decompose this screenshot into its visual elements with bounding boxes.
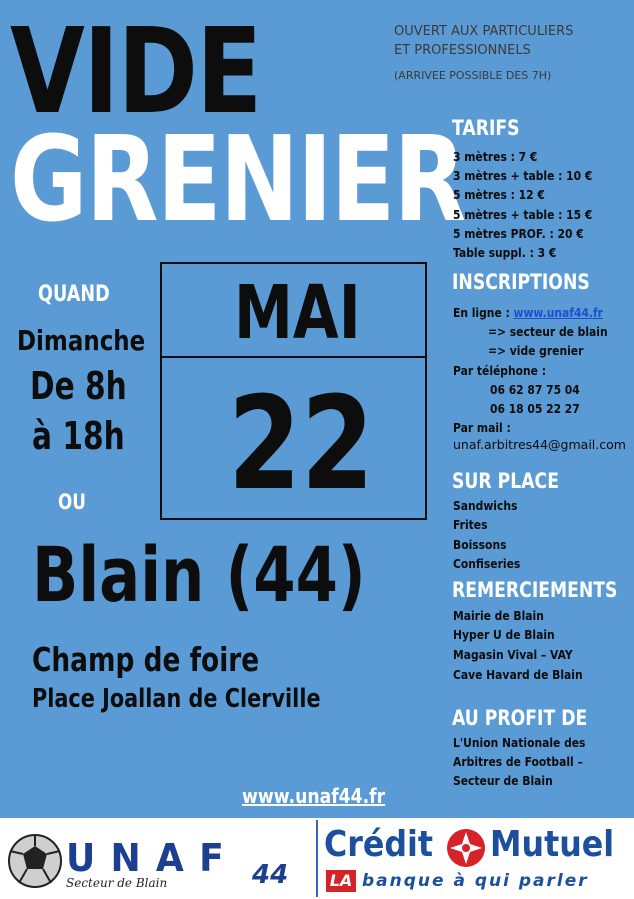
tarif-item: 3 mètres + table : 10 € bbox=[453, 168, 593, 183]
mail-address: unaf.arbitres44@gmail.com bbox=[453, 437, 626, 452]
when-label: QUAND bbox=[38, 282, 110, 307]
online-link[interactable]: www.unaf44.fr bbox=[513, 305, 603, 320]
thanks-item: Magasin Vival – VAY bbox=[453, 647, 573, 662]
cm-cross-icon bbox=[446, 828, 486, 868]
online-registration bbox=[453, 305, 603, 320]
date-day: 22 bbox=[228, 370, 375, 519]
place-venue: Champ de foire bbox=[32, 640, 260, 679]
unaf-logo bbox=[4, 824, 310, 896]
month-box bbox=[160, 262, 427, 358]
cm-slogan: banque à qui parler bbox=[362, 871, 589, 891]
unaf-subtitle: Secteur de Blain bbox=[66, 876, 168, 890]
sur-place-item: Frites bbox=[453, 517, 488, 532]
online-step2: => vide grenier bbox=[488, 343, 584, 358]
cm-name-part2: Mutuel bbox=[490, 824, 615, 865]
cm-name-part1: Crédit bbox=[324, 824, 434, 865]
when-from: De 8h bbox=[30, 364, 127, 408]
tarif-item: 5 mètres + table : 15 € bbox=[453, 207, 593, 222]
profit-line: Secteur de Blain bbox=[453, 773, 553, 788]
place-city: Blain (44) bbox=[32, 530, 366, 619]
website-link[interactable]: www.unaf44.fr bbox=[242, 784, 386, 808]
arrival-note: (ARRIVEE POSSIBLE DES 7H) bbox=[394, 69, 552, 82]
when-to: à 18h bbox=[32, 414, 125, 458]
tarif-item: 5 mètres : 12 € bbox=[453, 187, 545, 202]
profit-line: Arbitres de Football – bbox=[453, 754, 583, 769]
unaf-letters: UNAF bbox=[66, 836, 239, 880]
tarif-item: Table suppl. : 3 € bbox=[453, 245, 557, 260]
online-step1: => secteur de blain bbox=[488, 324, 608, 339]
open-to-line1: OUVERT AUX PARTICULIERS bbox=[394, 24, 574, 39]
open-to-line2: ET PROFESSIONNELS bbox=[394, 43, 531, 58]
where-label: OU bbox=[58, 490, 86, 514]
title-grenier: GRENIER bbox=[10, 110, 465, 248]
tarifs-title: TARIFS bbox=[452, 116, 520, 140]
online-label: En ligne : bbox=[453, 305, 514, 320]
sur-place-item: Boissons bbox=[453, 537, 507, 552]
sponsor-footer bbox=[0, 818, 634, 899]
inscriptions-title: INSCRIPTIONS bbox=[452, 270, 590, 294]
cm-la-badge: LA bbox=[326, 870, 356, 892]
thanks-item: Cave Havard de Blain bbox=[453, 667, 583, 682]
tarif-item: 3 mètres : 7 € bbox=[453, 149, 538, 164]
mail-label: Par mail : bbox=[453, 420, 511, 435]
football-icon bbox=[6, 832, 64, 890]
credit-mutuel-logo bbox=[322, 820, 630, 898]
sur-place-item: Confiseries bbox=[453, 556, 521, 571]
footer-divider bbox=[316, 820, 318, 897]
remerciements-title: REMERCIEMENTS bbox=[452, 578, 618, 602]
thanks-item: Mairie de Blain bbox=[453, 608, 544, 623]
phone-number-2: 06 18 05 22 27 bbox=[490, 401, 580, 416]
date-month: MAI bbox=[234, 270, 361, 356]
profit-line: L'Union Nationale des bbox=[453, 735, 586, 750]
day-box bbox=[160, 356, 427, 520]
sur-place-item: Sandwichs bbox=[453, 498, 518, 513]
phone-number-1: 06 62 87 75 04 bbox=[490, 382, 580, 397]
when-day: Dimanche bbox=[17, 324, 146, 357]
place-address: Place Joallan de Clerville bbox=[32, 684, 321, 714]
phone-label: Par téléphone : bbox=[453, 363, 547, 378]
unaf-number: 44 bbox=[252, 860, 289, 890]
sur-place-title: SUR PLACE bbox=[452, 469, 559, 493]
title-vide: VIDE bbox=[10, 2, 261, 140]
tarif-item: 5 mètres PROF. : 20 € bbox=[453, 226, 584, 241]
thanks-item: Hyper U de Blain bbox=[453, 627, 555, 642]
profit-title: AU PROFIT DE bbox=[452, 706, 588, 730]
